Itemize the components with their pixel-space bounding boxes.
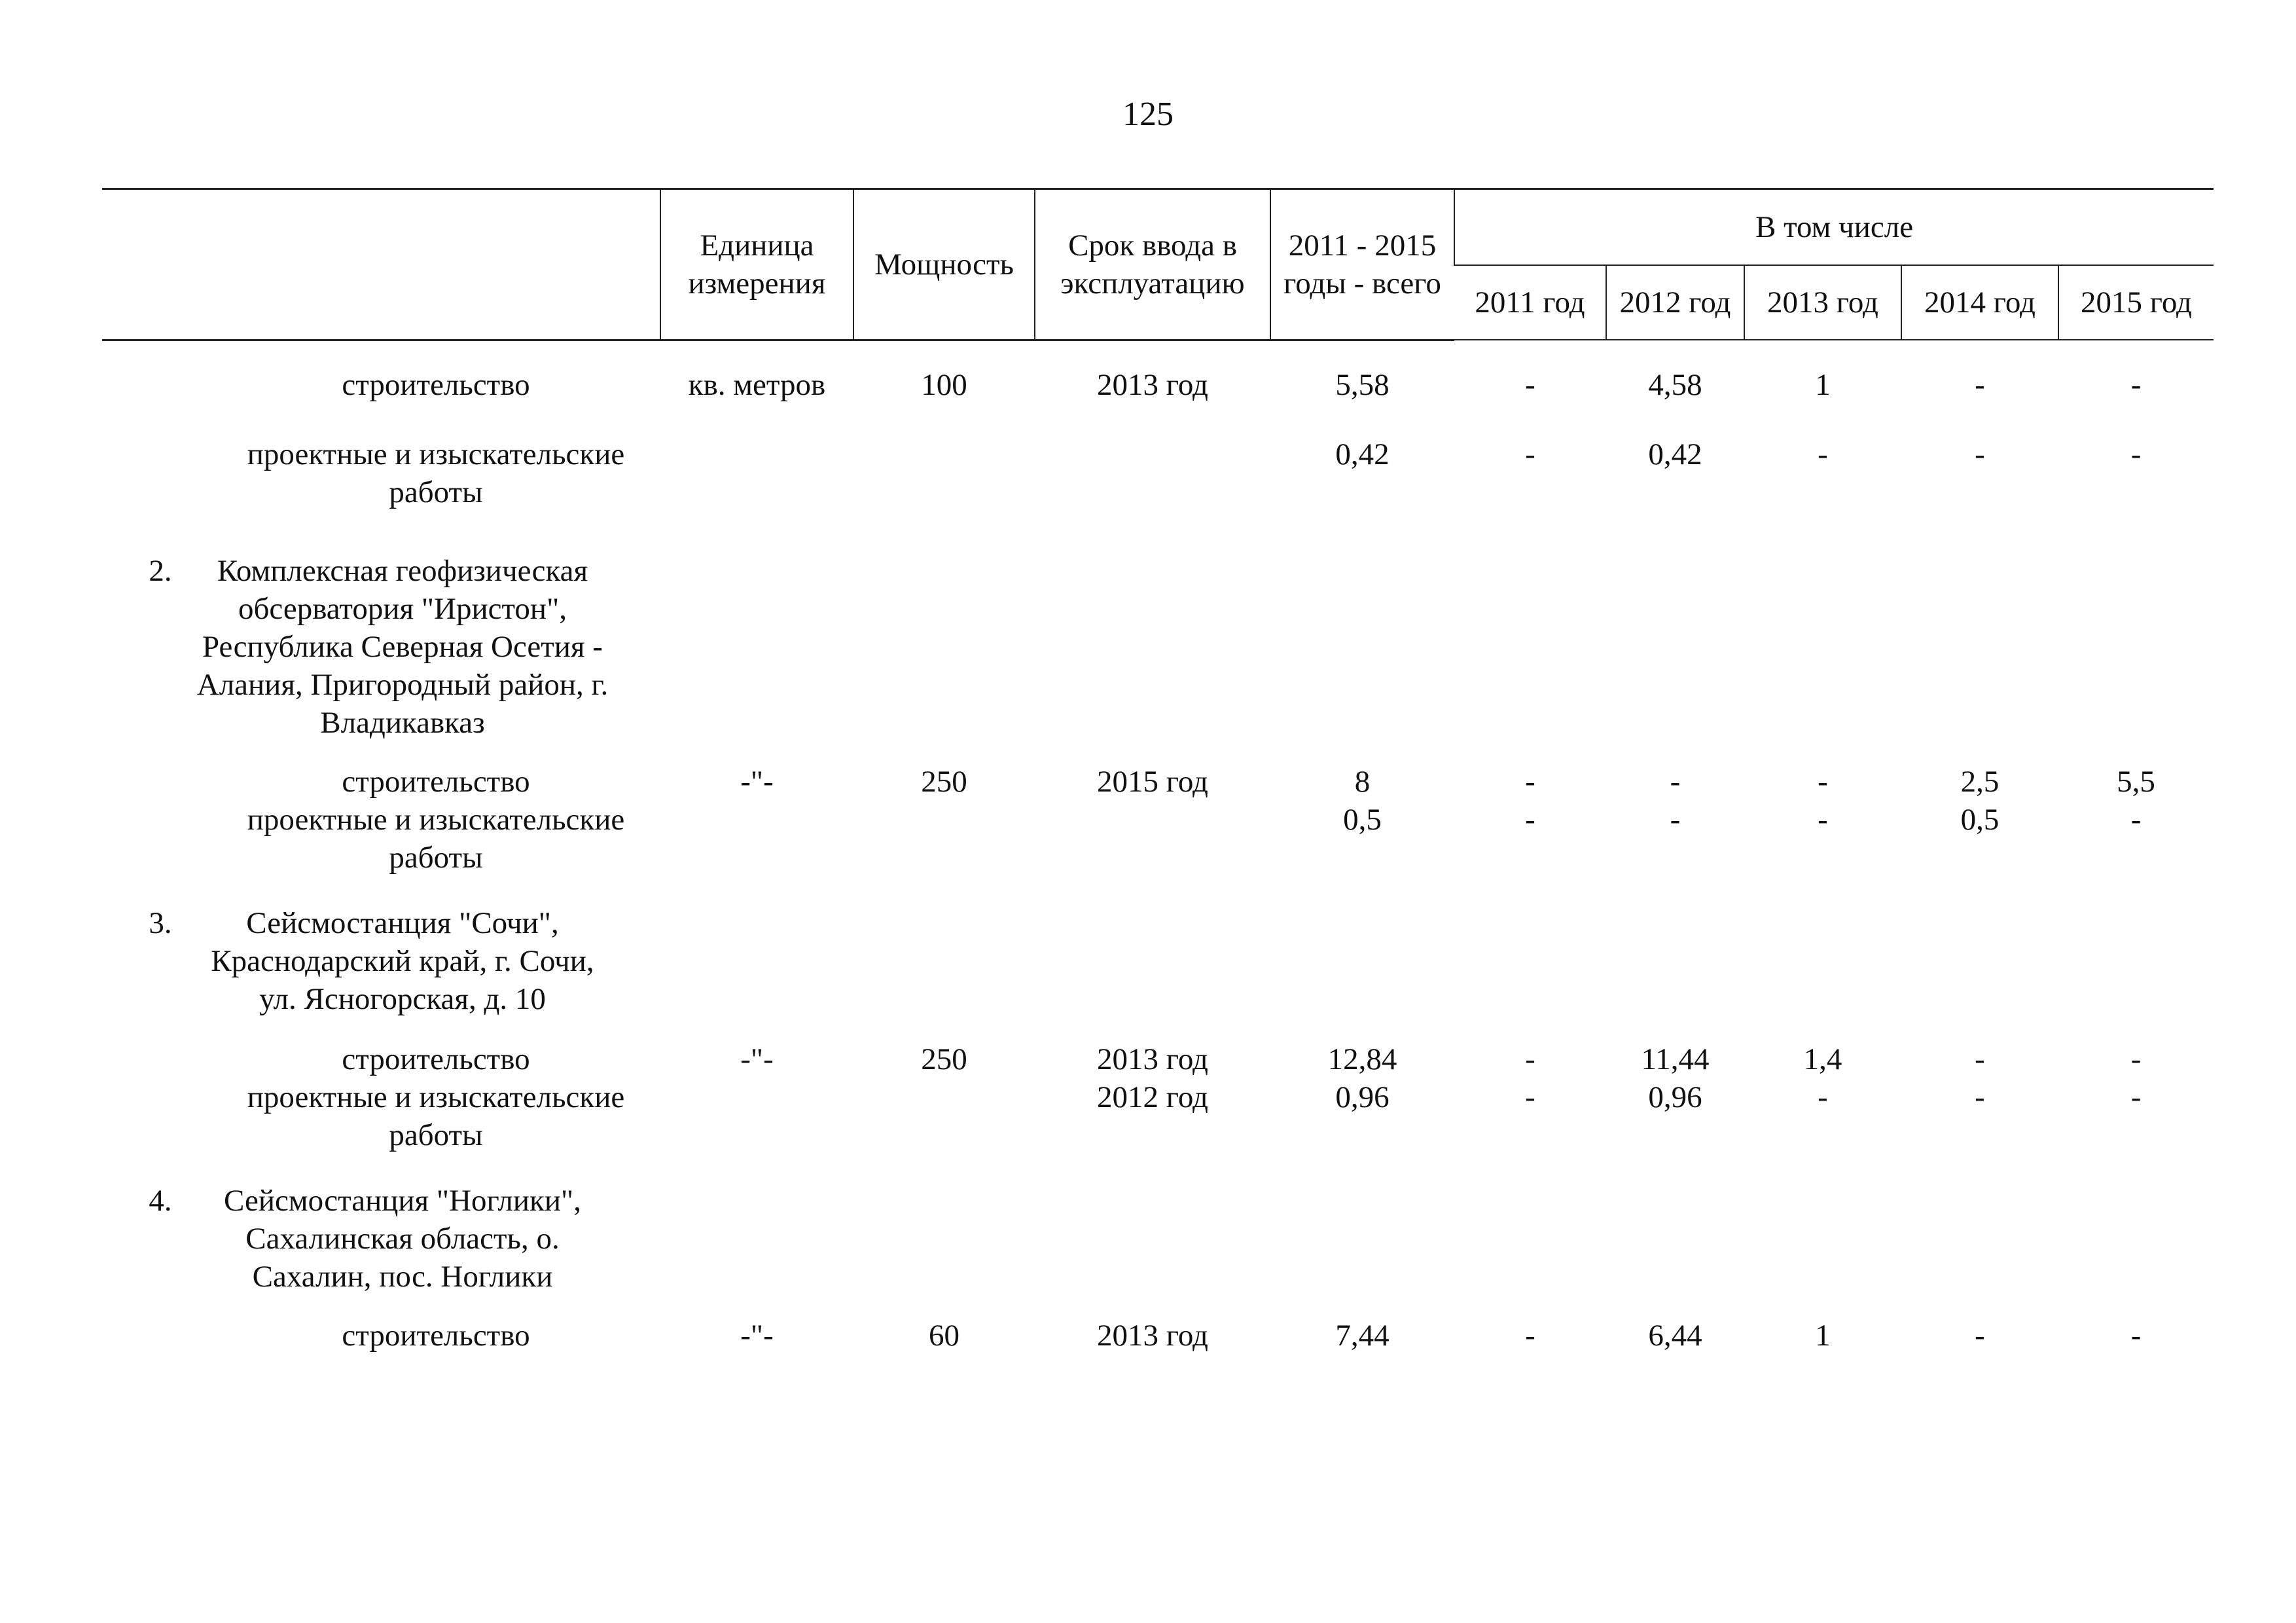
empty-cell — [660, 904, 853, 1018]
item-name: проектные и изыскательские работы — [247, 437, 625, 509]
deadline-cell: 2013 год — [1097, 1042, 1208, 1076]
empty-cell — [1901, 904, 2058, 1018]
year-cell-2012: 0,96 — [1648, 1080, 1702, 1114]
spacer-cell — [102, 1154, 2214, 1182]
total-cell: 0,42 — [1335, 437, 1390, 471]
year-cell-2013: - — [1818, 1080, 1828, 1114]
unit-cell: -"- — [740, 764, 774, 799]
total-cell: 8 — [1354, 764, 1371, 799]
unit-cell — [660, 801, 853, 877]
project-cell — [102, 1182, 660, 1296]
year-cell-2013: - — [1818, 437, 1828, 471]
header-group: В том числе — [1454, 189, 2214, 266]
table-row — [102, 1078, 2214, 1154]
empty-cell — [1606, 904, 1744, 1018]
header-year-2015: 2015 год — [2058, 265, 2214, 340]
year-cell-2015: - — [2130, 437, 2142, 471]
empty-cell — [1454, 904, 1606, 1018]
capacity-cell — [853, 1078, 1035, 1154]
row-spacer — [102, 511, 2214, 552]
year-cell-2014: - — [1975, 1042, 1985, 1076]
empty-cell — [1744, 552, 1901, 742]
unit-cell — [660, 435, 853, 511]
item-name-cell — [102, 1317, 660, 1355]
year-cell-2014: 2,5 — [1960, 764, 2000, 799]
table-header — [102, 189, 2214, 340]
table-row — [102, 366, 2214, 404]
deadline-cell: 2013 год — [1097, 1318, 1208, 1353]
empty-cell — [1454, 1182, 1606, 1296]
project-title — [105, 904, 658, 1018]
project-name: Сейсмостанция "Ноглики", Сахалинская область, о. Сахалин, пос. Ноглики — [224, 1183, 581, 1294]
year-cell-2012: 4,58 — [1648, 367, 1702, 402]
total-cell: 5,58 — [1335, 367, 1390, 402]
row-spacer — [102, 1154, 2214, 1182]
unit-cell: -"- — [740, 1042, 774, 1076]
project-row — [102, 552, 2214, 742]
total-cell: 7,44 — [1335, 1318, 1390, 1353]
row-spacer — [102, 742, 2214, 763]
project-name: Комплексная геофизическая обсерватория "Иристон", Республика Северная Осетия - Алания, Пригородный район, г. Владикавказ — [196, 553, 609, 740]
year-cell-2011: - — [1525, 367, 1535, 402]
spacer-cell — [102, 1296, 2214, 1317]
spacer-cell — [102, 877, 2214, 904]
item-name: строительство — [342, 764, 530, 799]
year-cell-2014: - — [1975, 367, 1985, 402]
empty-cell — [2058, 904, 2214, 1018]
year-cell-2011: - — [1525, 764, 1535, 799]
project-title — [105, 552, 658, 742]
capacity-cell: 250 — [921, 764, 967, 799]
project-cell — [102, 552, 660, 742]
year-cell-2015: - — [2130, 367, 2142, 402]
year-cell-2012: - — [1670, 764, 1681, 799]
year-cell-2014: - — [1975, 437, 1985, 471]
header-year-2012: 2012 год — [1606, 265, 1744, 340]
empty-cell — [660, 552, 853, 742]
header-deadline: Срок ввода в эксплуатацию — [1035, 189, 1270, 340]
header-year-2011: 2011 год — [1454, 265, 1606, 340]
item-name: проектные и изыскательские работы — [247, 802, 625, 875]
year-cell-2011: - — [1525, 802, 1535, 837]
year-cell-2012: 6,44 — [1648, 1318, 1702, 1353]
project-row — [102, 1182, 2214, 1296]
item-name-cell — [102, 435, 660, 511]
project-number: 3. — [149, 905, 172, 940]
year-cell-2015: - — [2130, 802, 2142, 837]
deadline-cell: 2012 год — [1097, 1080, 1208, 1114]
header-year-2014: 2014 год — [1901, 265, 2058, 340]
header-capacity: Мощность — [853, 189, 1035, 340]
row-spacer — [102, 340, 2214, 366]
header-year-2013: 2013 год — [1744, 265, 1901, 340]
year-cell-2015: - — [2130, 1080, 2142, 1114]
item-name: строительство — [342, 367, 530, 402]
empty-cell — [853, 1182, 1035, 1296]
row-spacer — [102, 1018, 2214, 1040]
unit-cell: кв. метров — [688, 367, 826, 402]
project-title — [105, 1182, 658, 1296]
empty-cell — [1270, 1182, 1454, 1296]
year-cell-2015: 5,5 — [2117, 764, 2155, 799]
row-spacer — [102, 404, 2214, 435]
table-row — [102, 801, 2214, 877]
table-row — [102, 435, 2214, 511]
investment-table — [102, 188, 2214, 1355]
empty-cell — [1454, 552, 1606, 742]
spacer-cell — [102, 340, 2214, 366]
empty-cell — [853, 552, 1035, 742]
year-cell-2015: - — [2130, 1318, 2142, 1353]
year-cell-2014: - — [1975, 1318, 1985, 1353]
project-row — [102, 904, 2214, 1018]
table-row — [102, 763, 2214, 801]
empty-cell — [1035, 904, 1270, 1018]
empty-cell — [1901, 552, 2058, 742]
capacity-cell — [853, 801, 1035, 877]
empty-cell — [1035, 552, 1270, 742]
empty-cell — [853, 904, 1035, 1018]
year-cell-2013: 1,4 — [1803, 1042, 1842, 1076]
year-cell-2011: - — [1525, 1318, 1535, 1353]
item-name: строительство — [342, 1318, 530, 1353]
year-cell-2014: 0,5 — [1960, 802, 2000, 837]
spacer-cell — [102, 511, 2214, 552]
table-body — [102, 340, 2214, 1355]
year-cell-2012: - — [1670, 802, 1681, 837]
year-cell-2011: - — [1525, 1042, 1535, 1076]
capacity-cell: 60 — [929, 1318, 960, 1353]
spacer-cell — [102, 404, 2214, 435]
deadline-cell — [1035, 801, 1270, 877]
spacer-cell — [102, 742, 2214, 763]
item-name-cell — [102, 366, 660, 404]
table-row — [102, 1317, 2214, 1355]
item-name: строительство — [342, 1042, 530, 1076]
project-number: 2. — [149, 553, 172, 588]
total-cell: 0,96 — [1335, 1080, 1390, 1114]
unit-cell — [660, 1078, 853, 1154]
empty-cell — [2058, 1182, 2214, 1296]
empty-cell — [1606, 1182, 1744, 1296]
year-cell-2013: 1 — [1815, 367, 1831, 402]
year-cell-2013: - — [1818, 764, 1828, 799]
table-row — [102, 1040, 2214, 1078]
item-name: проектные и изыскательские работы — [247, 1080, 625, 1152]
year-cell-2011: - — [1525, 1080, 1535, 1114]
spacer-cell — [102, 1018, 2214, 1040]
row-spacer — [102, 877, 2214, 904]
item-name-cell — [102, 801, 660, 877]
year-cell-2013: 1 — [1815, 1318, 1831, 1353]
empty-cell — [1270, 904, 1454, 1018]
year-cell-2014: - — [1975, 1080, 1985, 1114]
unit-cell: -"- — [740, 1318, 774, 1353]
project-cell — [102, 904, 660, 1018]
capacity-cell: 250 — [921, 1042, 967, 1076]
empty-cell — [1744, 904, 1901, 1018]
item-name-cell — [102, 763, 660, 801]
capacity-cell — [853, 435, 1035, 511]
empty-cell — [660, 1182, 853, 1296]
year-cell-2013: - — [1818, 802, 1828, 837]
year-cell-2015: - — [2130, 1042, 2142, 1076]
total-cell: 12,84 — [1327, 1042, 1397, 1076]
item-name-cell — [102, 1040, 660, 1078]
page-number: 125 — [1122, 96, 1174, 133]
total-cell: 0,5 — [1343, 802, 1382, 837]
project-name: Сейсмостанция "Сочи", Краснодарский край, г. Сочи, ул. Ясногорская, д. 10 — [211, 905, 594, 1016]
header-total: 2011 - 2015 годы - всего — [1270, 189, 1454, 340]
empty-cell — [1270, 552, 1454, 742]
empty-cell — [1744, 1182, 1901, 1296]
capacity-cell: 100 — [921, 367, 967, 402]
empty-cell — [1035, 1182, 1270, 1296]
year-cell-2011: - — [1525, 437, 1535, 471]
deadline-cell — [1035, 435, 1270, 511]
row-spacer — [102, 1296, 2214, 1317]
empty-cell — [1901, 1182, 2058, 1296]
empty-cell — [1606, 552, 1744, 742]
project-number: 4. — [149, 1183, 172, 1218]
deadline-cell: 2013 год — [1097, 367, 1208, 402]
deadline-cell: 2015 год — [1097, 764, 1208, 799]
year-cell-2012: 0,42 — [1648, 437, 1702, 471]
item-name-cell — [102, 1078, 660, 1154]
header-name-column — [102, 189, 660, 340]
header-unit: Единица измерения — [660, 189, 853, 340]
empty-cell — [2058, 552, 2214, 742]
year-cell-2012: 11,44 — [1641, 1042, 1710, 1076]
